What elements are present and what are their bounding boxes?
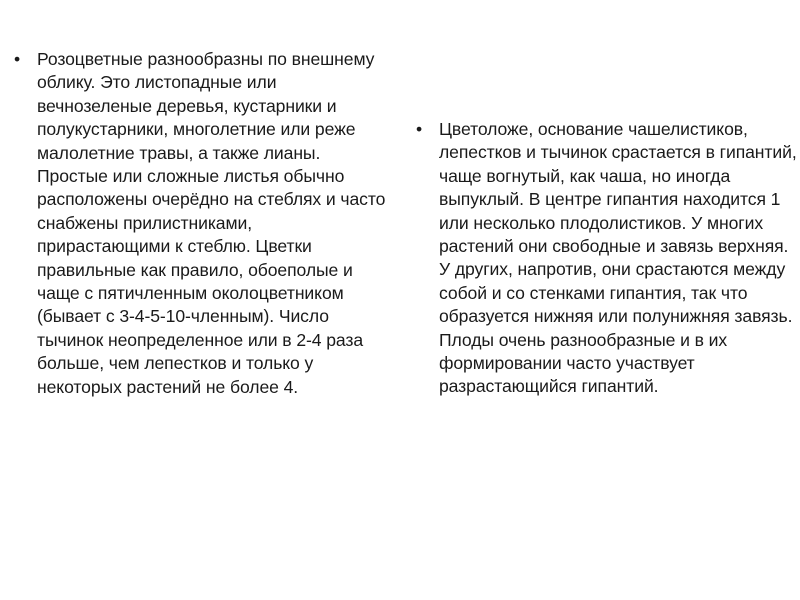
left-bullet-text: Розоцветные разнообразны по внешнему облику. Это листопадные или вечнозеленые деревья, кустарники и полукустарники, многолетние или реже малолетние травы, а также лианы. Простые или сложные листья обычно расположены очерёдно на стеблях и часто снабжены прилистниками, прирастающими к стеблю. Цветки правильные как правило, обоеполые и чаще с пятичленным околоцветником (бывает с 3-4-5-10-членным). Число тычинок неопределенное или в 2-4 раза больше, чем лепестков и только у некоторых растений не более 4. (37, 49, 386, 397)
bullet-dot-icon: • (14, 49, 21, 69)
left-bullet-item (14, 48, 386, 399)
right-bullet-text: Цветоложе, основание чашелистиков, лепестков и тычинок срастается в гипантий, чаще вогнутый, как чаша, но иногда выпуклый. В центре гипантия находится 1 или несколько плодолистиков. У многих растений они свободные и завязь верхняя. У других, напротив, они срастаются между собой и со стенками гипантия, так что образуется нижняя или полунижняя завязь. Плоды очень разнообразные и в их формировании часто участвует разрастающийся гипантий. (439, 119, 797, 397)
right-text-column (416, 118, 800, 399)
bullet-dot-icon: • (416, 119, 423, 139)
left-text-column (14, 48, 386, 399)
right-bullet-item (416, 118, 800, 399)
